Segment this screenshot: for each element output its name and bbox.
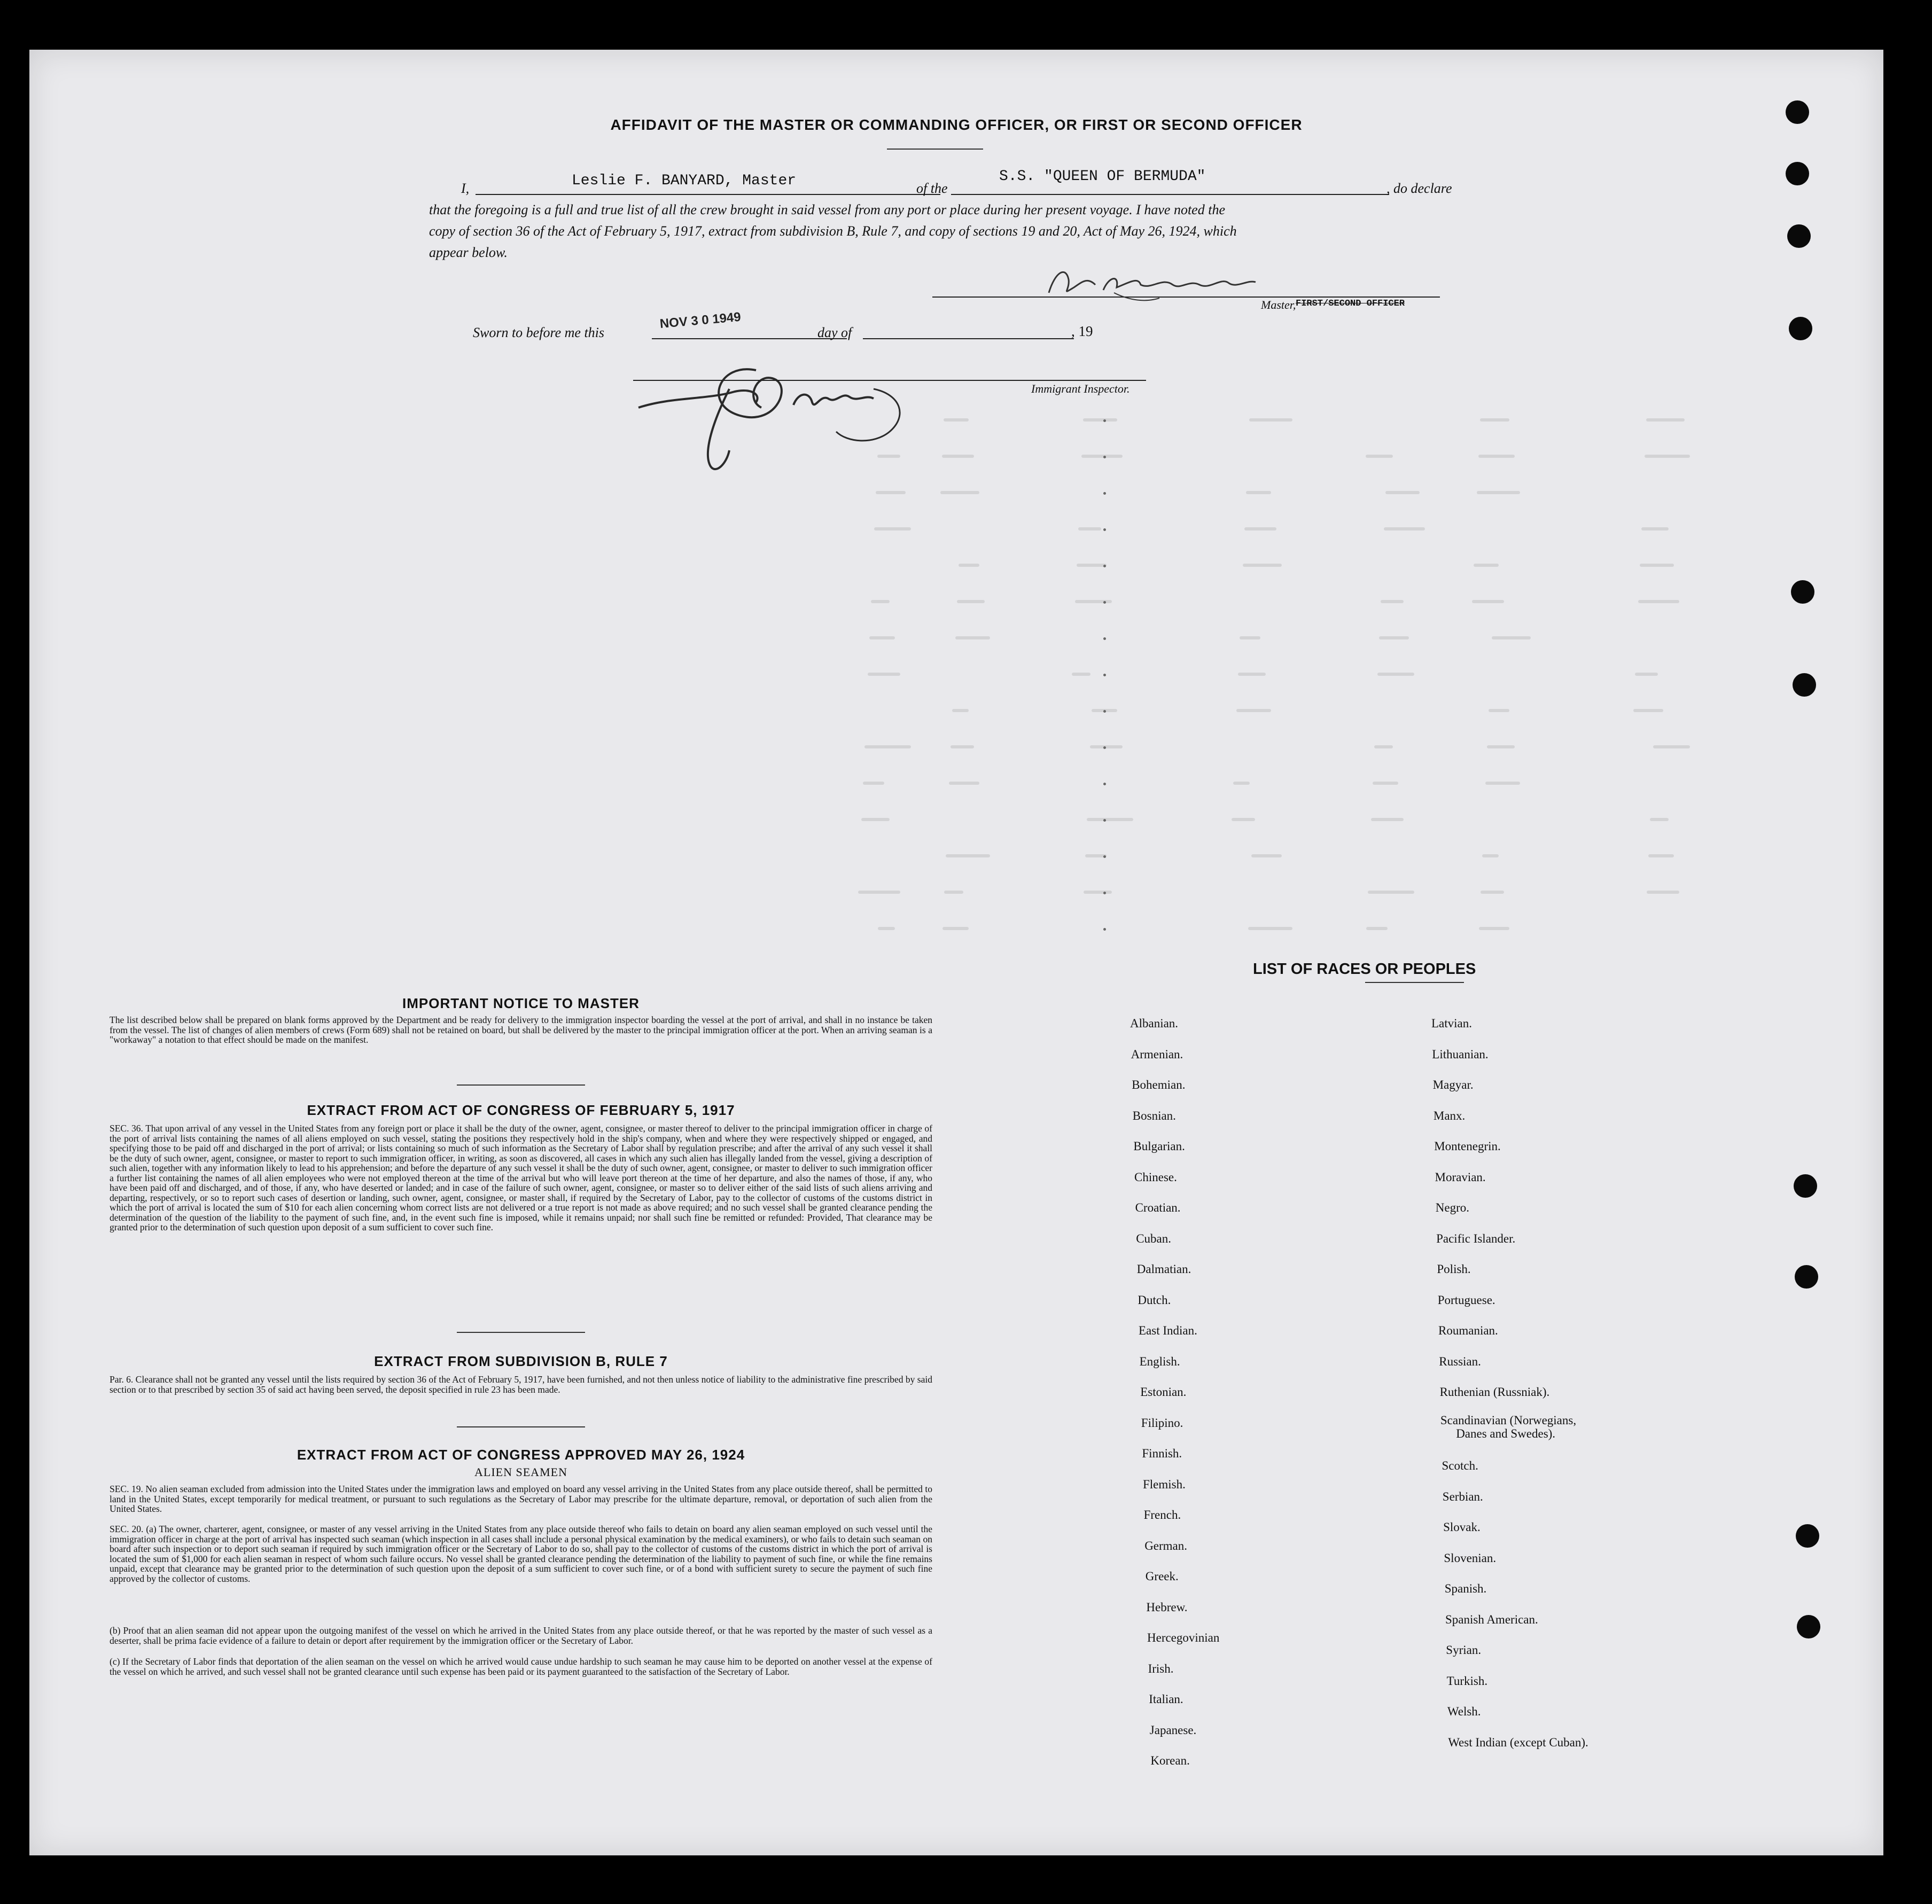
master-name-line [476,194,940,195]
race-item: Greek. [1145,1570,1179,1583]
race-item: Bulgarian. [1133,1140,1185,1153]
inspector-signature-line [633,380,1146,381]
race-item: French. [1143,1508,1181,1521]
race-item: Spanish American. [1445,1613,1538,1626]
race-item: Flemish. [1143,1477,1186,1491]
race-item: Slovenian. [1444,1551,1497,1565]
extract-rule7-text: Par. 6. Clearance shall not be granted any vessel until the lists required by section 36 of the Act of February 5, 1917, have been furnished, and not then unless notice of liability to the administrative fine prescribed by said section or to that prescribed by section 35 of said act having been served, the deposit specified in rule 23 has been made. [110,1374,932,1395]
month-line [863,338,1074,339]
punch-hole [1796,1524,1819,1548]
punch-hole [1793,673,1816,697]
extract-1924-title: EXTRACT FROM ACT OF CONGRESS APPROVED MAY 26, 1924 [297,1447,745,1463]
notice-title: IMPORTANT NOTICE TO MASTER [402,995,640,1011]
race-item: Lithuanian. [1432,1048,1489,1061]
extract-1924-sec19: SEC. 19. No alien seaman excluded from admission into the United States under the immigration laws and employed on board any vessel arriving in the United States from any place outside thereof, shall be permitted to land in the United States, except temporarily for medical treatment, or pursuant to such regulations as the Secretary of Labor may prescribe for the ultimate departure, removal, or deportation of such alien from the United States. [110,1484,932,1514]
races-title-underline [1365,982,1464,983]
master-caption: Master, [1261,298,1296,311]
race-item: Hercegovinian [1147,1631,1220,1644]
extract-1924-subtitle: ALIEN SEAMEN [474,1465,567,1479]
race-item: Albanian. [1130,1017,1179,1030]
do-declare-label: , do declare [1386,181,1452,196]
race-item: Montenegrin. [1434,1140,1501,1153]
punch-hole [1789,317,1812,340]
extract-1924-sec20b: (b) Proof that an alien seaman did not appear upon the outgoing manifest of the vessel on which he arrived in the United States from any place outside thereof, or that he was reported by the master of such vessel as a deserter, shall be prima facie evidence of a failure to detain or deport after requirement by the immigration officer or the Secretary of Labor. [110,1625,932,1646]
day-of-label: day of [817,325,852,340]
title-underline [887,149,983,150]
punch-hole [1787,224,1811,248]
race-item: Hebrew. [1146,1600,1188,1614]
race-item: Welsh. [1447,1705,1481,1718]
race-item: Moravian. [1435,1171,1486,1184]
document-page [29,50,1883,1855]
race-item: Portuguese. [1437,1293,1495,1307]
vessel-name: S.S. "QUEEN OF BERMUDA" [999,168,1206,185]
race-item: Bosnian. [1132,1109,1176,1122]
race-item: Danes and Swedes). [1456,1427,1556,1440]
race-item: Pacific Islander. [1436,1232,1516,1245]
inspector-caption: Immigrant Inspector. [1031,382,1130,395]
races-title: LIST OF RACES OR PEOPLES [1253,961,1476,978]
race-item: Ruthenian (Russniak). [1439,1385,1550,1399]
race-item: Estonian. [1140,1385,1187,1399]
race-item: Slovak. [1443,1520,1481,1534]
race-item: Bohemian. [1132,1078,1186,1091]
race-item: Cuban. [1136,1231,1171,1245]
race-item: English. [1139,1354,1180,1368]
extract-1924-sec20c: (c) If the Secretary of Labor finds that deportation of the alien seaman on the vessel on which he arrived would cause undue hardship to such seaman he may cause him to be deported on another vessel at the expense of the vessel on which he arrived, and such vessel shall not be granted clearance until such expense has been paid or its payment guaranteed to the satisfaction of the Secretary of Labor. [110,1656,932,1677]
race-item: Irish. [1148,1661,1174,1675]
extract-1924-sec20a: SEC. 20. (a) The owner, charterer, agent, consignee, or master of any vessel arriving in the United States from any place outside thereof who fails to detain on board any alien seaman employed on such vessel until the immigration officer in charge at the port of arrival has inspected such seaman (which inspection in all cases shall include a personal physical examination by the medical examiners), or who fails to detain such seaman on board after such inspection or to deport such seaman if required by such immigration officer or the Secretary of Labor to do so, shall pay to the collector of customs of the customs district in which the port of arrival is located the sum of $1,000 for each alien seaman in respect of whom such failure occurs. No vessel shall be granted clearance pending the determination of the liability to payment of such fine, or while the fine remains unpaid, except that clearance may be granted prior to the determination of such question upon the deposit of a sum sufficient to cover such fine, or of a bond with sufficient surety to secure the payment of such fine approved by the collector of customs. [110,1524,932,1584]
section-divider [457,1332,585,1333]
race-item: Negro. [1435,1201,1470,1214]
race-item: Japanese. [1149,1723,1197,1737]
race-item: Russian. [1439,1355,1481,1368]
section-divider [457,1426,585,1427]
extract-1917-title: EXTRACT FROM ACT OF CONGRESS OF FEBRUARY 5, 1917 [307,1102,735,1118]
extract-1917-text: SEC. 36. That upon arrival of any vessel in the United States from any foreign port or place it shall be the duty of the owner, agent, consignee, or master thereof to deliver to the principal immigration officer in charge of the port of arrival lists containing the names of all aliens employed on such vessel, stating the positions they respectively hold in the ship's company, when and where they were respectively shipped or engaged, and specifying those to be paid off and discharged in the port of arrival; or lists containing so much of such information as the Secretary of Labor shall by regulation prescribe; and after the arrival of any such vessel it shall be the duty of such owner, agent, consignee, or master to report to such immigration officer, in writing, as soon as discovered, all cases in which any such alien has illegally landed from the vessel, giving a description of such alien, together with any information likely to lead to his apprehension; and before the departure of any such vessel it shall be the duty of such owner, agent, consignee, or master to deliver to such immigration officer a further list containing the names of all alien employees who were not employed thereon at the time of the arrival but who will leave port thereon at the time of her departure, and also the names of those, if any, who have been paid off and discharged, and of those, if any, who have deserted or landed; and in case of the failure of such owner, agent, consignee, or master so to deliver either of the said lists of such aliens arriving and departing, respectively, or so to report such cases of desertion or landing, such owner, agent, consignee, or master shall, if required by the Secretary of Labor, pay to the collector of customs of the customs district in which the port of arrival is located the sum of $10 for each alien concerning whom correct lists are not delivered or a true report is not made as above required; and no such vessel shall be granted clearance pending the determination of the question of the liability to the payment of such fine, and, in the event such fine is imposed, while it remains unpaid; nor shall such fine be remitted or refunded: Provided, That clearance may be granted prior to the determination of such question upon deposit of a sum sufficient to cover such fine. [110,1123,932,1232]
declaration-line-2: that the foregoing is a full and true list of all the crew brought in said vessel from any port or place during her present voyage. I have noted the [429,202,1225,217]
race-item: Armenian. [1131,1047,1183,1061]
punch-hole [1791,580,1814,604]
master-caption-struck: FIRST/SECOND OFFICER [1296,299,1405,309]
inspector-signature [622,341,954,480]
race-item: Serbian. [1442,1490,1483,1503]
notice-text: The list described below shall be prepared on blank forms approved by the Department and be ready for delivery to the immigration inspector boarding the vessel at the port of arrival, and shall in no instance be taken from the vessel. The list of changes of alien members of crews (Form 689) shall not be retained on board, but shall be delivered by the master to the principal immigration officer at the port. When an arriving seaman is a "workaway" a notation to that effect should be made on the manifest. [110,1015,932,1045]
race-item: Italian. [1149,1692,1183,1706]
declaration-line-3: copy of section 36 of the Act of February 5, 1917, extract from subdivision B, Rule 7, and copy of sections 19 and 20, Act of May 26, 1924, which [429,223,1237,239]
i-label: I, [461,181,470,196]
race-item: Latvian. [1431,1017,1472,1030]
extract-rule7-title: EXTRACT FROM SUBDIVISION B, RULE 7 [374,1353,668,1369]
race-item: Dutch. [1138,1293,1171,1307]
race-item: Chinese. [1134,1170,1177,1184]
race-item: East Indian. [1139,1324,1197,1337]
year-label: , 19 [1071,323,1093,339]
race-item: Scandinavian (Norwegians, [1440,1414,1577,1427]
master-name: Leslie F. BANYARD, Master [572,173,797,189]
race-item: Turkish. [1446,1674,1488,1688]
race-item: West Indian (except Cuban). [1448,1736,1588,1749]
race-item: German. [1144,1539,1188,1552]
punch-hole [1786,162,1809,185]
punch-hole [1794,1174,1817,1198]
race-item: Polish. [1437,1262,1471,1276]
punch-hole [1795,1265,1818,1289]
race-item: Spanish. [1444,1582,1487,1595]
race-item: Magyar. [1432,1078,1474,1091]
section-divider [457,1084,585,1086]
race-item: Filipino. [1141,1416,1183,1430]
race-item: Scotch. [1442,1459,1478,1472]
race-item: Roumanian. [1438,1324,1498,1337]
race-item: Manx. [1433,1109,1466,1122]
declaration-line-4: appear below. [429,245,508,260]
race-item: Syrian. [1446,1643,1482,1657]
affidavit-title: AFFIDAVIT OF THE MASTER OR COMMANDING OFFICER, OR FIRST OR SECOND OFFICER [610,116,1303,133]
of-the-label: of the [916,181,948,196]
sworn-label: Sworn to before me this [473,325,605,340]
race-item: Dalmatian. [1136,1262,1191,1276]
date-stamp: NOV 3 0 1949 [659,309,742,331]
race-item: Korean. [1150,1754,1190,1767]
race-item: Croatian. [1135,1201,1181,1214]
race-item: Finnish. [1142,1447,1182,1460]
punch-hole [1797,1615,1820,1638]
vessel-name-line [951,194,1389,195]
